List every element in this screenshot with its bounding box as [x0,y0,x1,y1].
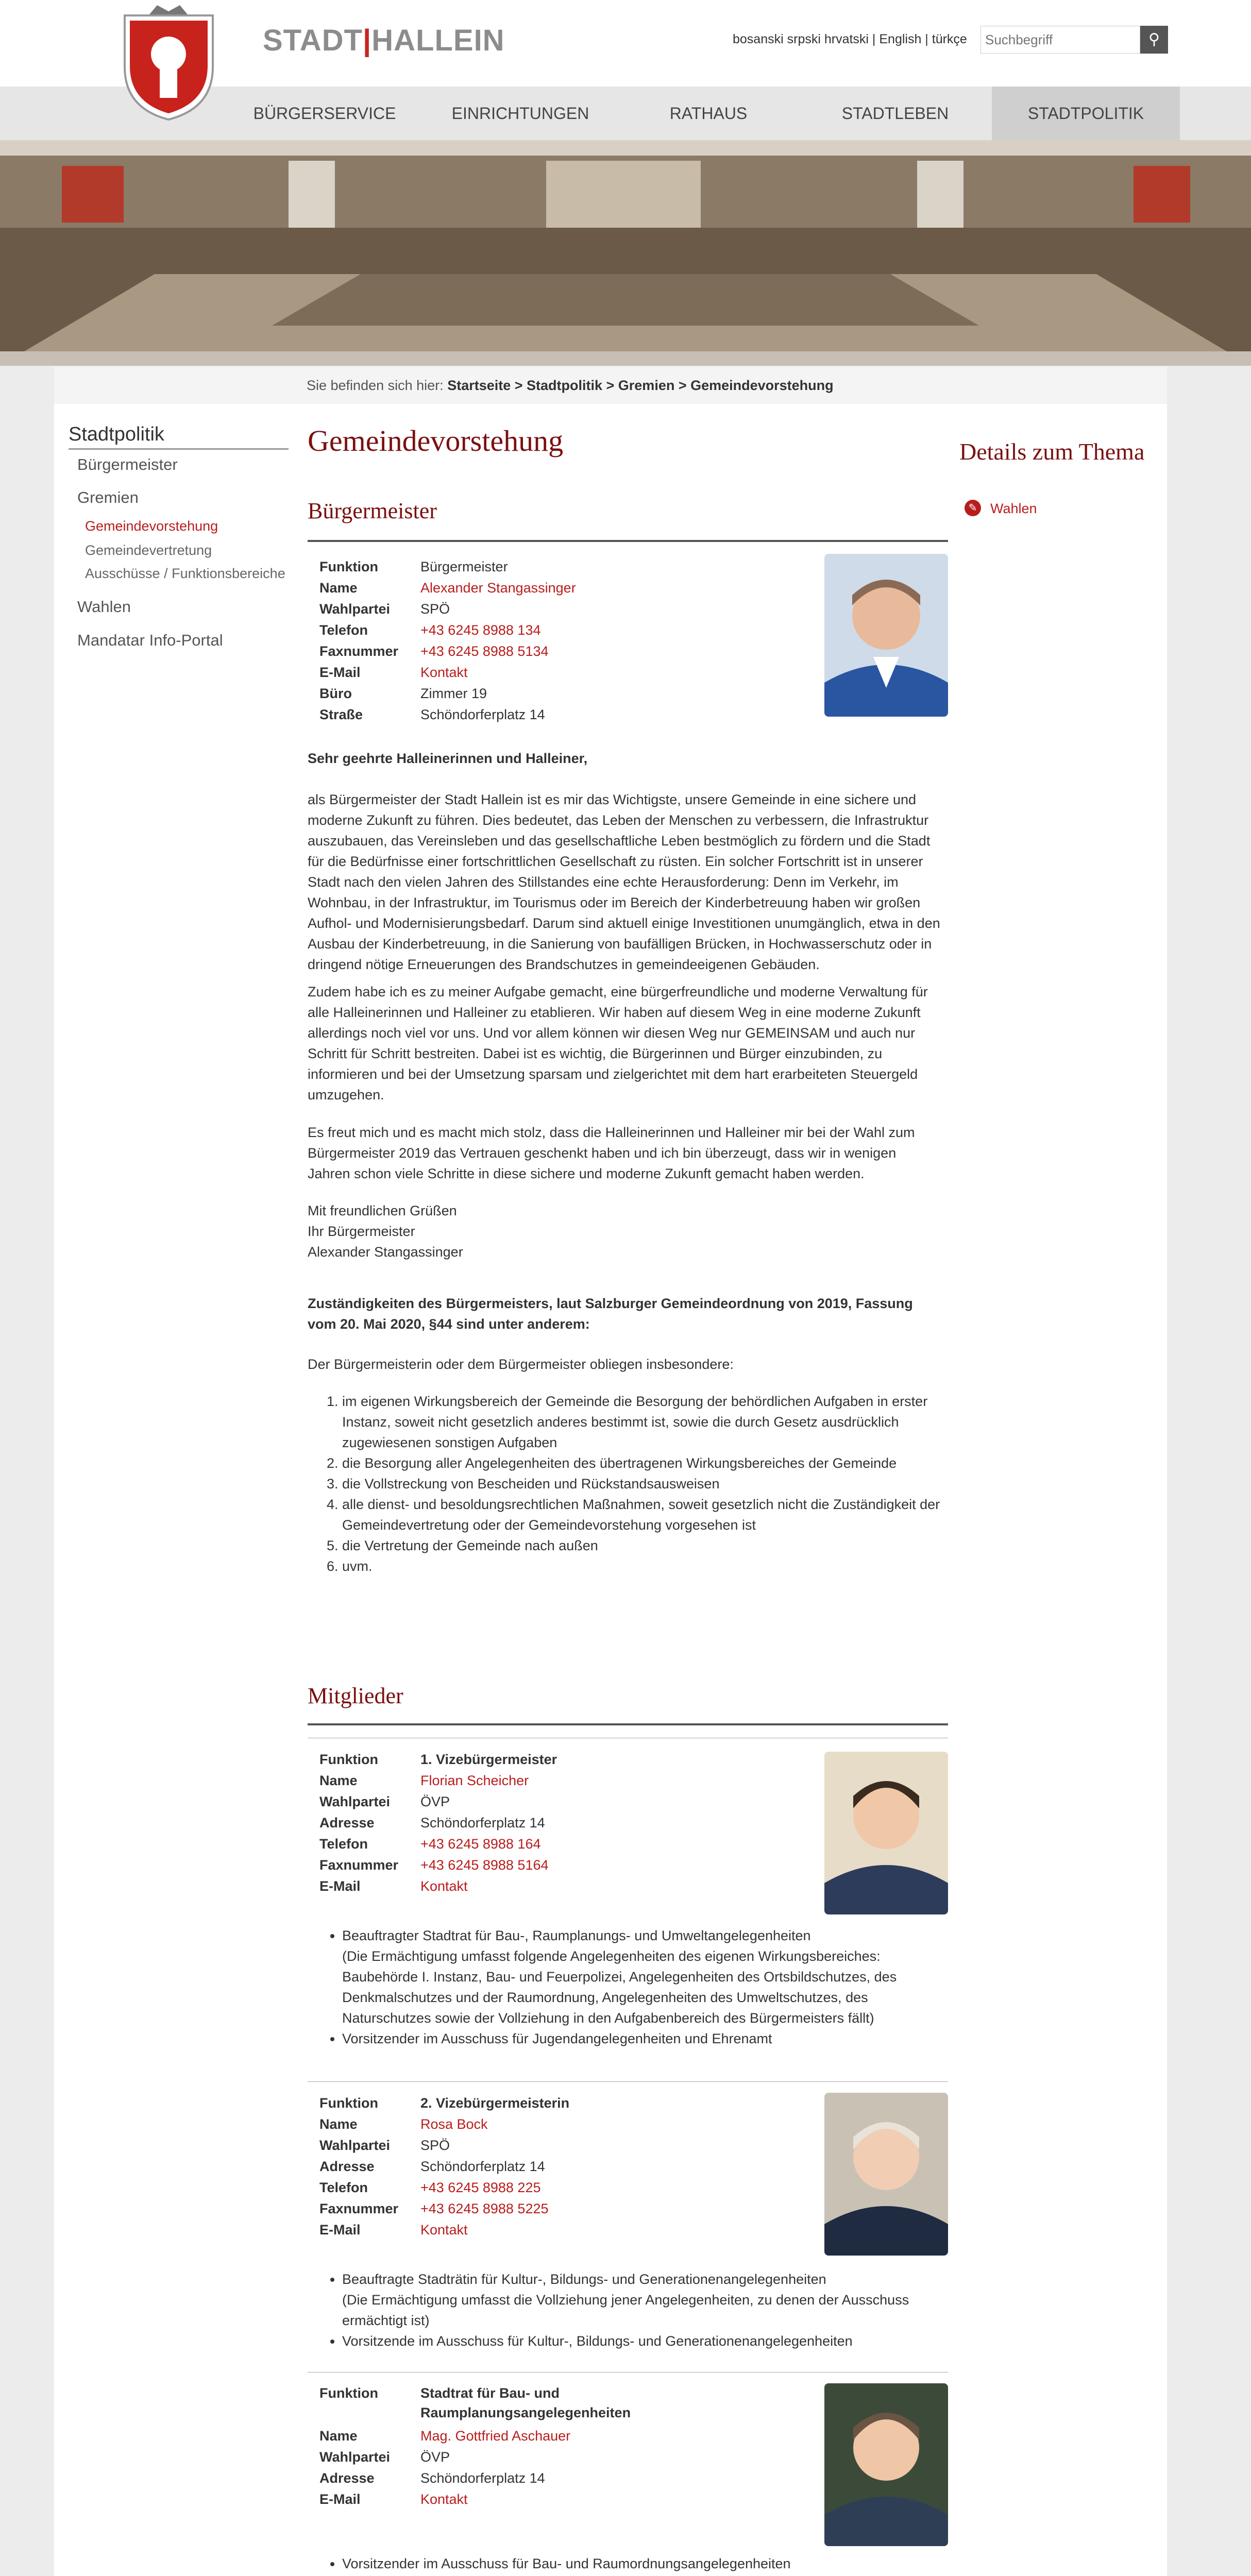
info-label: E-Mail [319,2492,361,2507]
info-label: Büro [319,686,352,701]
info-row [319,1855,557,1876]
info-label: Name [319,1773,358,1788]
info-label: Telefon [319,1836,368,1852]
sidebar-divider [69,448,289,450]
info-row [319,1834,557,1855]
info-value: ÖVP [420,2449,450,2465]
sidebar-item-gemeindevorstehung[interactable]: Gemeindevorstehung [85,518,218,534]
info-row [319,2219,569,2241]
info-value: SPÖ [420,601,450,617]
hero-image-council-hall [0,140,1251,366]
info-label: Adresse [319,2159,375,2174]
competence-item: 1. im eigenen Wirkungsbereich der Gemeinde die Besorgung der behördlichen Aufgaben in erster Instanz, soweit nicht gesetzlich anderes bestimmt ist, sowie die durch Gesetz ausdrücklich zugewiesenen sonstigen Aufgaben [342,1391,953,1453]
info-label: E-Mail [319,2222,361,2238]
info-row [319,2177,569,2198]
competences-title: Zuständigkeiten des Bürgermeisters, laut Salzburger Gemeindeordnung von 2019, Fassung vom 20. Mai 2020, §44 sind unter anderem: [308,1296,913,1332]
info-value[interactable]: Kontakt [420,665,468,680]
info-label: Faxnummer [319,1857,399,1873]
search-icon: ⚲ [1148,31,1160,48]
info-row [319,662,576,683]
responsibility-item: • Beauftragter Stadtrat für Bau-, Raumplanungs- und Umweltangelegenheiten (Die Ermächtigung umfasst folgende Angelegenheiten des eigenen Wirkungsbereiches: Baubehörde I. Instanz, Bau- und Feuerpolizei, Angelegenheiten des Ortsbildschutzes, des Denkmalschutzes und der Raumordnung, Angelegenheiten des Umweltschutzes, des Naturschutzes sowie der Vollziehung in den Aufgabenbereich des Bürgermeisters fällt) [342,1925,953,2028]
member-photo [824,2093,948,2256]
info-value[interactable]: Mag. Gottfried Aschauer [420,2428,571,2444]
info-value: 1. Vizebürgermeister [420,1752,557,1767]
info-row [319,2198,569,2219]
info-label: Wahlpartei [319,1794,391,1809]
search-button[interactable] [1140,26,1168,54]
info-row [319,2489,631,2510]
info-row [319,1791,557,1812]
info-row [319,2447,631,2468]
competences-list [319,1391,953,1577]
info-value: Zimmer 19 [420,686,487,701]
section-divider [308,1723,948,1725]
member-responsibilities [319,1925,953,2049]
info-label: Name [319,2116,358,2132]
info-label: Funktion [319,2385,378,2401]
info-row [319,704,576,725]
responsibility-item: • Vorsitzende im Ausschuss für Kultur-, Bildungs- und Generationenangelegenheiten [342,2331,953,2351]
member-responsibilities [319,2553,953,2574]
info-value[interactable]: Florian Scheicher [420,1773,529,1788]
info-row [319,1749,557,1770]
sidebar-item-buergermeister[interactable]: Bürgermeister [77,455,178,473]
info-label: Telefon [319,622,368,638]
info-row [319,1770,557,1791]
info-label: Wahlpartei [319,2138,391,2153]
info-label: Straße [319,707,363,722]
nav-buergerservice[interactable]: BÜRGERSERVICE [253,104,396,123]
nav-einrichtungen[interactable]: EINRICHTUNGEN [451,104,589,123]
info-row [319,1876,557,1897]
info-label: Telefon [319,2180,368,2195]
nav-stadtpolitik[interactable]: STADTPOLITIK [992,87,1180,140]
member-photo [824,2383,948,2546]
info-row [319,620,576,641]
competence-item: 2. die Besorgung aller Angelegenheiten des übertragenen Wirkungsbereiches der Gemeinde [342,1453,953,1473]
info-row [319,1812,557,1834]
info-row [319,683,576,704]
info-value: Schöndorferplatz 14 [420,707,545,722]
info-label: Adresse [319,2470,375,2486]
language-links[interactable]: bosanski srpski hrvatski | English | türkçe [733,32,967,46]
member-info-table [319,2093,569,2241]
mayor-paragraph-2: Zudem habe ich es zu meiner Aufgabe gemacht, eine bürgerfreundliche und moderne Verwaltung für alle Halleinerinnen und Halleiner zu etablieren. Wir haben auf diesem Weg in eine moderne Zukunft allerdings noch viel vor uns. Und vor allem können wir diesen Weg nur GEMEINSAM und auch nur Schritt für Schritt bestreiten. Dabei ist es wichtig, die Bürgerinnen und Bürger einzubinden, zu informieren und bei der Umsetzung sparsam und zielgerichtet mit dem hart erarbeiteten Steuergeld umzugehen. [308,984,928,1103]
sidebar-item-wahlen[interactable]: Wahlen [77,598,131,616]
search-input[interactable] [980,26,1140,54]
competence-item: 4. alle dienst- und besoldungsrechtlichen Maßnahmen, soweit gesetzlich nicht die Zuständigkeit der Gemeindevertretung oder der Gemeindevorstehung vorgesehen ist [342,1494,953,1535]
info-label: Funktion [319,2095,378,2111]
ballot-icon: ✎ [965,500,981,516]
info-row [319,578,576,599]
sidebar-item-mandatar[interactable]: Mandatar Info-Portal [77,631,223,649]
member-divider [308,2081,948,2082]
mayor-signature-line-2: Ihr Bürgermeister [308,1224,415,1239]
info-label: Funktion [319,559,378,574]
info-row [319,2383,631,2426]
responsibility-item: • Beauftragte Stadträtin für Kultur-, Bildungs- und Generationenangelegenheiten (Die Ermächtigung umfasst die Vollziehung jener Angelegenheiten, zu denen der Ausschuss ermächtigt ist) [342,2269,953,2331]
details-title: Details zum Thema [959,438,1145,465]
info-label: E-Mail [319,665,361,680]
section-heading-buergermeister: Bürgermeister [308,498,437,523]
info-row [319,641,576,662]
site-brand[interactable]: STADT|HALLEIN [263,24,505,57]
competence-item: 6. uvm. [342,1556,953,1577]
info-value: Schöndorferplatz 14 [420,1815,545,1831]
info-label: Name [319,580,358,596]
mayor-signature-line-1: Mit freundlichen Grüßen [308,1203,457,1218]
info-value: Schöndorferplatz 14 [420,2159,545,2174]
mayor-paragraph-1: als Bürgermeister der Stadt Hallein ist es mir das Wichtigste, unsere Gemeinde in eine sichere und moderne Zukunft zu führen. Dies bedeutet, das Leben der Menschen zu verbessern, die Infrastruktur auszubauen, das Vereinsleben und das gesellschaftliche Leben bestmöglich zu fördern und die Stadt für die Bedürfnisse einer fortschrittlichen Gesellschaft zu rüsten. Ein solcher Fortschritt ist in unserer Stadt nach den vielen Jahren des Stillstandes eine echte Herausforderung: Denn im Verkehr, im Wohnbau, in der Infrastruktur, im Tourismus oder im Bereich der Kinderbetreuung haben wir großen Aufhol- und Modernisierungsbedarf. Darum sind aktuell einige Investitionen unumgänglich, etwa in den Ausbau der Kinderbetreuung, in die Sanierung von baufälligen Brücken, in Hochwasserschutz oder in dringend nötige Erneuerungen des Brandschutzes in gemeindeeigenen Gebäuden. [308,792,940,972]
competence-item: 5. die Vertretung der Gemeinde nach außen [342,1535,953,1556]
competence-item: 3. die Vollstreckung von Bescheiden und Rückstandsausweisen [342,1473,953,1494]
sidebar-title[interactable]: Stadtpolitik [69,423,164,445]
info-label: E-Mail [319,1878,361,1894]
info-label: Faxnummer [319,643,399,659]
breadcrumb: Sie befinden sich hier: Startseite > Stadtpolitik > Gremien > Gemeindevorstehung [54,367,1167,404]
competences-intro: Der Bürgermeisterin oder dem Bürgermeister obliegen insbesondere: [308,1357,734,1372]
info-row [319,2156,569,2177]
info-row [319,2135,569,2156]
member-info-table [319,1749,557,1897]
section-heading-mitglieder: Mitglieder [308,1683,403,1708]
member-info-table [319,2383,631,2510]
nav-stadtleben[interactable]: STADTLEBEN [841,104,949,123]
sidebar-item-ausschuesse[interactable]: Ausschüsse / Funktionsbereiche [85,566,285,581]
info-label: Wahlpartei [319,601,391,617]
mayor-greeting: Sehr geehrte Halleinerinnen und Halleiner, [308,751,588,766]
info-value[interactable]: Rosa Bock [420,2116,488,2132]
info-row [319,2426,631,2447]
page-title: Gemeindevorstehung [308,424,564,457]
info-row [319,599,576,620]
info-value[interactable]: +43 6245 8988 5164 [420,1857,549,1873]
info-row [319,2468,631,2489]
sidebar-item-gremien[interactable]: Gremien [77,488,139,506]
info-value[interactable]: Kontakt [420,1878,468,1894]
info-value: Bürgermeister [420,559,508,574]
info-value[interactable]: +43 6245 8988 5134 [420,643,549,659]
mayor-info-table [319,556,576,725]
info-value[interactable]: +43 6245 8988 164 [420,1836,541,1852]
info-value[interactable]: +43 6245 8988 5225 [420,2201,549,2216]
coat-of-arms-logo[interactable] [119,5,219,121]
info-value: Schöndorferplatz 14 [420,2470,545,2486]
info-label: Wahlpartei [319,2449,391,2465]
details-link-wahlen[interactable]: Wahlen [990,501,1037,516]
info-row [319,2093,569,2114]
sidebar-item-gemeindevertretung[interactable]: Gemeindevertretung [85,543,212,558]
info-label: Funktion [319,1752,378,1767]
info-value[interactable]: Kontakt [420,2222,468,2238]
mayor-paragraph-3: Es freut mich und es macht mich stolz, dass die Halleinerinnen und Halleiner mir bei der Wahl zum Bürgermeister 2019 das Vertrauen geschenkt haben und ich bin überzeugt, dass wir in wenigen Jahren schon viele Schritte in diese sichere und moderne Zukunft gemacht haben werden. [308,1125,915,1181]
breadcrumb-links[interactable]: Startseite > Stadtpolitik > Gremien > Gemeindevorstehung [447,378,834,393]
nav-rathaus[interactable]: RATHAUS [669,104,748,123]
member-photo [824,1752,948,1914]
responsibility-item: • Vorsitzender im Ausschuss für Jugendangelegenheiten und Ehrenamt [342,2028,953,2049]
member-responsibilities [319,2269,953,2351]
info-value: ÖVP [420,1794,450,1809]
responsibility-item: • Vorsitzender im Ausschuss für Bau- und Raumordnungsangelegenheiten [342,2553,953,2574]
info-value: SPÖ [420,2138,450,2153]
info-label: Adresse [319,1815,375,1831]
info-value: Stadtrat für Bau- und Raumplanungsangelegenheiten [420,2385,631,2420]
info-value[interactable]: Alexander Stangassinger [420,580,576,596]
info-row [319,2114,569,2135]
info-value[interactable]: +43 6245 8988 134 [420,622,541,638]
photo-alexander-stangassinger [824,554,948,717]
info-row [319,556,576,578]
info-label: Name [319,2428,358,2444]
section-divider [308,540,948,542]
info-value[interactable]: Kontakt [420,2492,468,2507]
mayor-signature-line-3: Alexander Stangassinger [308,1244,463,1260]
info-value[interactable]: +43 6245 8988 225 [420,2180,541,2195]
info-label: Faxnummer [319,2201,399,2216]
info-value: 2. Vizebürgermeisterin [420,2095,570,2111]
